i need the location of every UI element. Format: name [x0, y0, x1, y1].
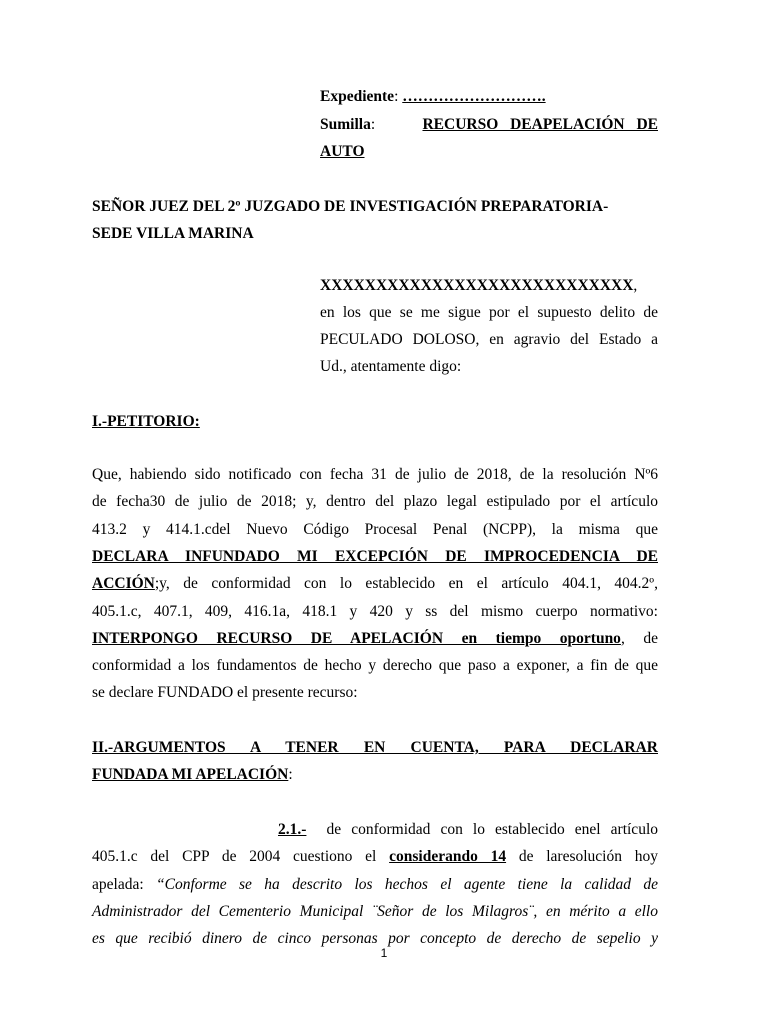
sumilla-line-2 — [320, 138, 365, 166]
page-number: 1 — [380, 946, 388, 960]
intro-line-3: Ud., atentamente digo: — [320, 358, 462, 375]
sumilla-label: Sumilla — [320, 116, 371, 133]
petitorio-line-6: 405.1.c, 407.1, 409, 416.1a, 418.1 y 420 y ss del mismo cuerpo normativo: — [92, 603, 658, 620]
petitorio-line-3: 413.2 y 414.1.cdel Nuevo Código Procesal Penal (NCPP), la misma que — [92, 521, 658, 538]
section-2-heading-line-1: II.-ARGUMENTOS A TENER EN CUENTA, PARA DECLARAR — [92, 739, 658, 756]
petitorio-line-8: conformidad a los fundamentos de hecho y derecho que paso a exponer, a fin de que — [92, 657, 658, 674]
sumilla-value: RECURSO DEAPELACIÓN DE — [422, 116, 658, 133]
paragraph-2-1-line-5: es que recibió dinero de cinco personas por concepto de derecho de sepelio y — [92, 930, 658, 947]
paragraph-2-1-line-1: 2.1.- de conformidad con lo establecido enel artículo — [278, 821, 658, 838]
expediente-label: Expediente — [320, 88, 395, 105]
petitorio-line-1: Que, habiendo sido notificado con fecha 31 de julio de 2018, de la resolución Nº6 — [92, 466, 658, 483]
intro-line-2: PECULADO DOLOSO, en agravio del Estado a — [320, 331, 658, 348]
paragraph-2-1-line-4: Administrador del Cementerio Municipal ¨Señor de los Milagros¨, en mérito a ello — [92, 903, 658, 920]
petitorio-line-5: ACCIÓN;y, de conformidad con lo establecido en el artículo 404.1, 404.2º, — [92, 575, 658, 592]
appellant-name: XXXXXXXXXXXXXXXXXXXXXXXXXXXX, — [320, 277, 638, 294]
expediente-line: Expediente: ………………………. — [320, 88, 546, 105]
expediente-value: ………………………. — [402, 88, 546, 105]
petitorio-line-7: INTERPONGO RECURSO DE APELACIÓN en tiempo oportuno, de — [92, 630, 658, 647]
paragraph-2-1-line-2: 405.1.c del CPP de 2004 cuestiono el considerando 14 de laresolución hoy — [92, 848, 658, 865]
sumilla-value-2: AUTO — [320, 143, 365, 160]
sumilla-line: Sumilla: RECURSO DEAPELACIÓN DE — [320, 116, 658, 133]
petitorio-line-2: de fecha30 de julio de 2018; y, dentro del plazo legal estipulado por el artículo — [92, 493, 658, 510]
section-2-heading-line-2: FUNDADA MI APELACIÓN: — [92, 766, 293, 783]
paragraph-2-1-line-3: apelada: “Conforme se ha descrito los hechos el agente tiene la calidad de — [92, 876, 658, 893]
addressee-line-1: SEÑOR JUEZ DEL 2º JUZGADO DE INVESTIGACIÓN PREPARATORIA- — [92, 198, 609, 215]
section-1-heading: I.-PETITORIO: — [92, 413, 200, 430]
addressee-line-2: SEDE VILLA MARINA — [92, 225, 254, 242]
petitorio-line-9: se declare FUNDADO el presente recurso: — [92, 684, 358, 701]
petitorio-line-4: DECLARA INFUNDADO MI EXCEPCIÓN DE IMPROCEDENCIA DE — [92, 548, 658, 565]
intro-line-1: en los que se me sigue por el supuesto delito de — [320, 304, 658, 321]
